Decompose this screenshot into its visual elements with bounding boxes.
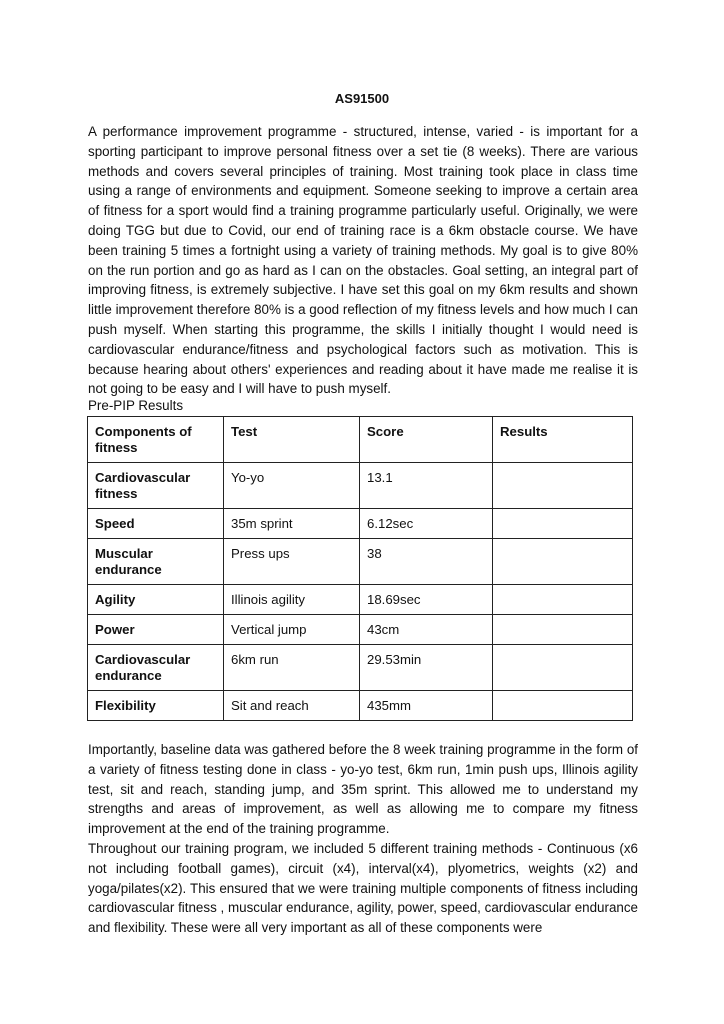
document-title: AS91500 (334, 91, 390, 106)
cell-result (493, 691, 633, 721)
cell-component: Flexibility (88, 691, 224, 721)
cell-result (493, 463, 633, 509)
cell-score: 13.1 (360, 463, 493, 509)
table-row (88, 585, 633, 615)
cell-test: 35m sprint (224, 509, 360, 539)
cell-test: 6km run (224, 645, 360, 691)
cell-component: Cardiovascular fitness (88, 463, 224, 509)
cell-test: Sit and reach (224, 691, 360, 721)
cell-component: Cardiovascular endurance (88, 645, 224, 691)
training-methods-paragraph: Throughout our training program, we included 5 different training methods - Continuous (x6 not including football games), circuit (x4), interval(x4), plyometrics, weights (x2) and yoga/pilates(x2). This ensured that we were training multiple components of fitness including cardiovascular fitness , muscular endurance, agility, power, speed, cardiovascular endurance and flexibility. These were all very important as all of these components were (88, 840, 638, 936)
table-caption: Pre-PIP Results (88, 398, 184, 413)
pre-pip-results-table (87, 416, 633, 721)
cell-component: Agility (88, 585, 224, 615)
cell-result (493, 509, 633, 539)
table-row (88, 615, 633, 645)
cell-result (493, 645, 633, 691)
table-row (88, 691, 633, 721)
cell-score: 29.53min (360, 645, 493, 691)
cell-score: 6.12sec (360, 509, 493, 539)
header-components: Components of fitness (88, 417, 224, 463)
table-row (88, 509, 633, 539)
cell-test: Yo-yo (224, 463, 360, 509)
cell-component: Muscular endurance (88, 539, 224, 585)
header-results: Results (493, 417, 633, 463)
baseline-paragraph: Importantly, baseline data was gathered before the 8 week training programme in the form of a variety of fitness testing done in class - yo-yo test, 6km run, 1min push ups, Illinois agility test, sit and reach, standing jump, and 35m sprint. This allowed me to understand my strengths and areas of improvement, as well as allowing me to compare my fitness improvement at the end of the training programme. (88, 742, 638, 837)
cell-test: Vertical jump (224, 615, 360, 645)
cell-result (493, 539, 633, 585)
table-row (88, 463, 633, 509)
table-row (88, 645, 633, 691)
cell-score: 18.69sec (360, 585, 493, 615)
body-section (88, 740, 638, 938)
cell-test: Illinois agility (224, 585, 360, 615)
cell-score: 435mm (360, 691, 493, 721)
cell-test: Press ups (224, 539, 360, 585)
cell-component: Speed (88, 509, 224, 539)
cell-score: 38 (360, 539, 493, 585)
cell-result (493, 585, 633, 615)
intro-paragraph: A performance improvement programme - structured, intense, varied - is important for a sporting participant to improve personal fitness over a set tie (8 weeks). There are various methods and covers several principles of training. Most training took place in class time using a range of environments and equipment. Someone seeking to improve a certain area of fitness for a sport would find a training programme particularly useful. Originally, we were doing TGG but due to Covid, our end of training race is a 6km obstacle course. We have been training 5 times a fortnight using a variety of training methods. My goal is to give 80% on the run portion and go as hard as I can on the obstacles. Goal setting, an integral part of improving fitness, is extremely subjective. I have set this goal on my 6km results and shown little improvement therefore 80% is a good reflection of my fitness levels and how much I can push myself. When starting this programme, the skills I initially thought I would need is cardiovascular endurance/fitness and psychological factors such as motivation. This is because hearing about others' experiences and reading about it have made me realise it is not going to be easy and I will have to push myself. (88, 124, 638, 397)
header-test: Test (224, 417, 360, 463)
header-score: Score (360, 417, 493, 463)
table-row (88, 539, 633, 585)
cell-score: 43cm (360, 615, 493, 645)
cell-component: Power (88, 615, 224, 645)
table-header-row (88, 417, 633, 463)
cell-result (493, 615, 633, 645)
